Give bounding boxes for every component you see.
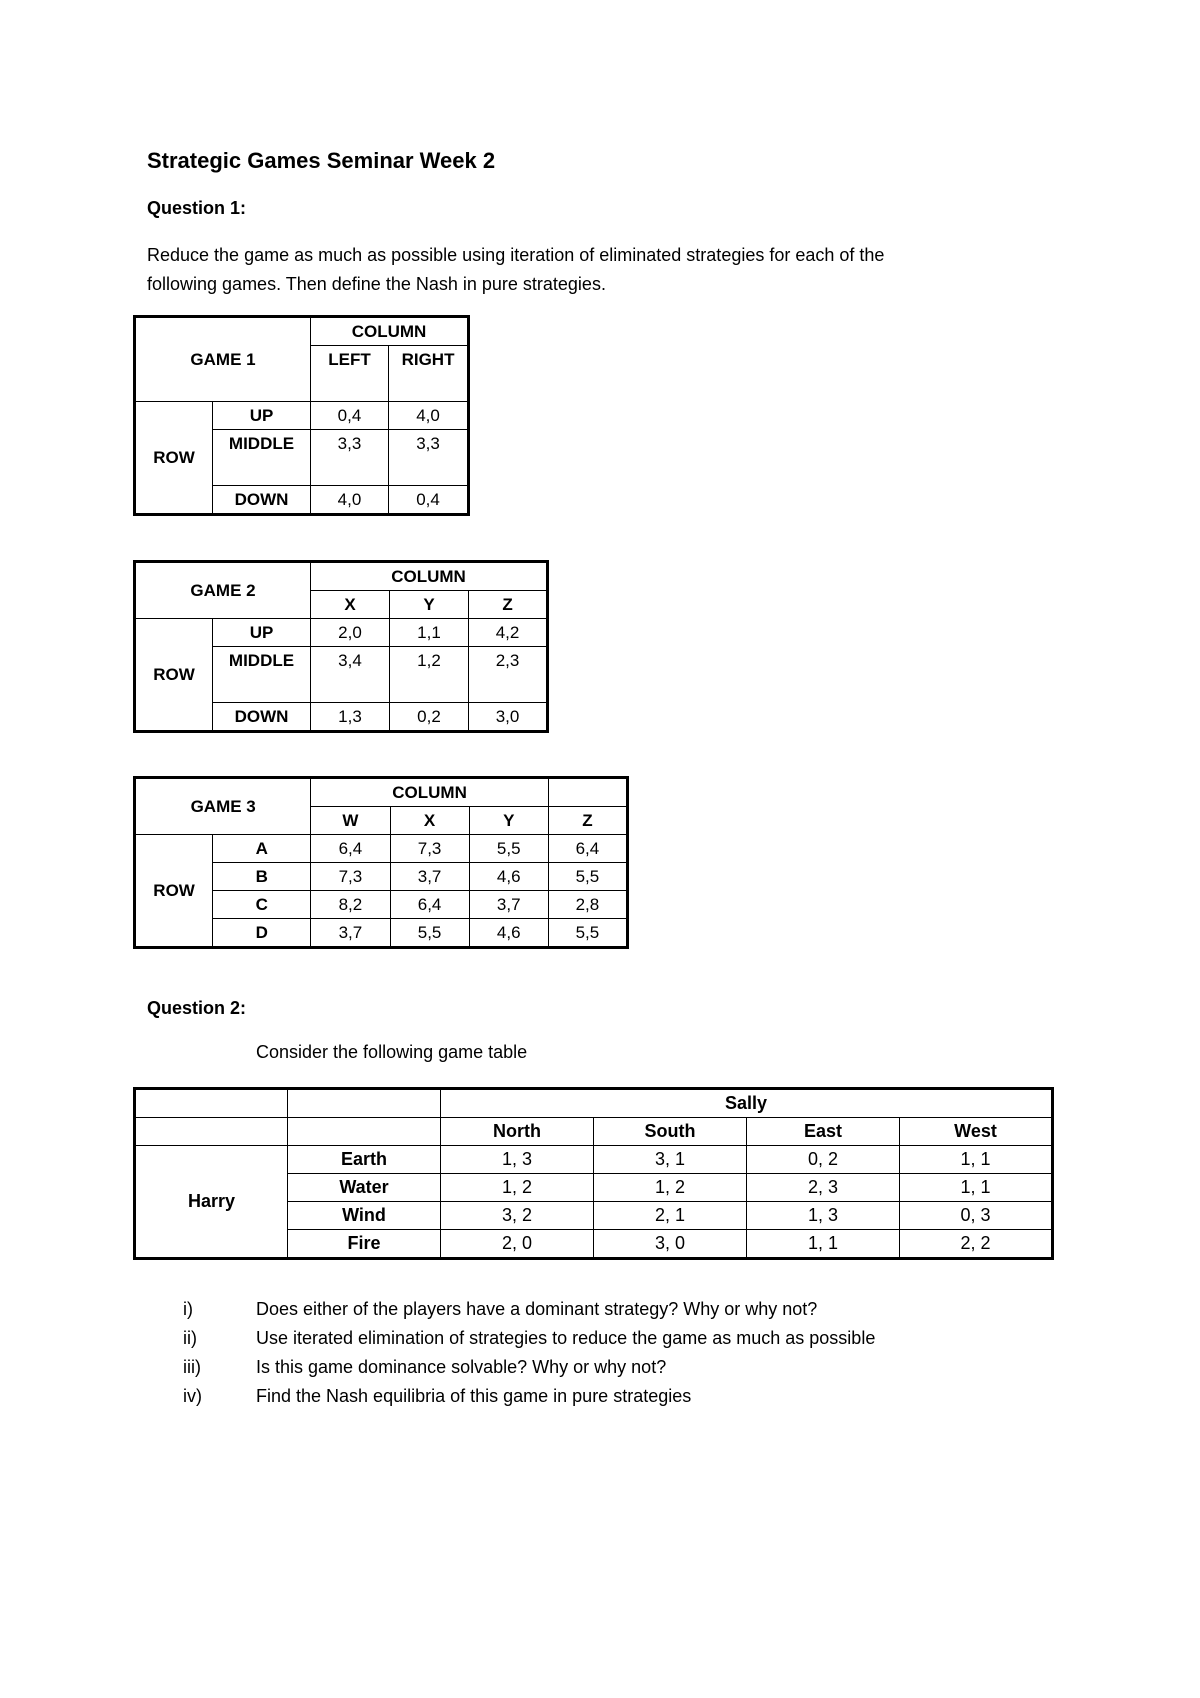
game-3-col-header: Z — [548, 807, 627, 835]
game-3-cell: 4,6 — [469, 919, 548, 948]
game-2-cell: 3,4 — [311, 647, 390, 703]
payoff-cell: 3, 0 — [594, 1230, 747, 1259]
game-3-row-header: A — [213, 835, 311, 863]
game-2-row-header: MIDDLE — [213, 647, 311, 703]
row-header: Wind — [288, 1202, 441, 1230]
game-2-cell: 3,0 — [469, 703, 548, 732]
game-3-cell: 5,5 — [390, 919, 469, 948]
list-item-text: Find the Nash equilibria of this game in pure strategies — [256, 1386, 692, 1406]
game-1-column-label: COLUMN — [311, 317, 469, 346]
payoff-cell: 2, 2 — [900, 1230, 1053, 1259]
game-3-col-header: Y — [469, 807, 548, 835]
question-1-text-line: Reduce the game as much as possible using iteration of eliminated strategies for each of the — [147, 245, 885, 265]
game-2-cell: 1,1 — [390, 619, 469, 647]
payoff-cell: 0, 3 — [900, 1202, 1053, 1230]
row-header: Water — [288, 1174, 441, 1202]
game-3-row-header: B — [213, 863, 311, 891]
empty-cell — [135, 1089, 288, 1118]
game-2-cell: 4,2 — [469, 619, 548, 647]
row-player-name: Harry — [135, 1146, 288, 1259]
list-item-number: i) — [183, 1299, 193, 1319]
question-1-text-line: following games. Then define the Nash in pure strategies. — [147, 274, 606, 294]
list-item-text: Does either of the players have a dominant strategy? Why or why not? — [256, 1299, 818, 1319]
game-2-cell: 2,0 — [311, 619, 390, 647]
question-2-intro: Consider the following game table — [256, 1042, 528, 1062]
payoff-cell: 1, 2 — [594, 1174, 747, 1202]
game-2-cell: 1,3 — [311, 703, 390, 732]
game-3-name: GAME 3 — [135, 778, 311, 835]
payoff-cell: 0, 2 — [747, 1146, 900, 1174]
game-3-empty-cell — [548, 778, 627, 807]
game-1-row-header: MIDDLE — [213, 430, 311, 486]
empty-cell — [135, 1118, 288, 1146]
row-header: Earth — [288, 1146, 441, 1174]
game-1-col-header: RIGHT — [389, 346, 469, 402]
empty-cell — [288, 1089, 441, 1118]
question-1-heading: Question 1: — [147, 198, 247, 218]
game-3-cell: 6,4 — [311, 835, 390, 863]
empty-cell — [288, 1118, 441, 1146]
payoff-cell: 1, 3 — [747, 1202, 900, 1230]
game-2-cell: 2,3 — [469, 647, 548, 703]
game-3-row-header: C — [213, 891, 311, 919]
payoff-cell: 1, 1 — [900, 1174, 1053, 1202]
game-2-row-header: UP — [213, 619, 311, 647]
payoff-cell: 2, 0 — [441, 1230, 594, 1259]
document-title: Strategic Games Seminar Week 2 — [147, 148, 496, 173]
game-3-col-header: W — [311, 807, 390, 835]
col-header: South — [594, 1118, 747, 1146]
game-1-col-header: LEFT — [311, 346, 389, 402]
game-3-cell: 4,6 — [469, 863, 548, 891]
game-3-cell: 3,7 — [469, 891, 548, 919]
game-1-cell: 0,4 — [311, 402, 389, 430]
game-3-row-header: D — [213, 919, 311, 948]
game-2-col-header: Y — [390, 591, 469, 619]
game-3-table — [133, 776, 629, 949]
game-2-row-label: ROW — [135, 619, 213, 732]
game-1-row-label: ROW — [135, 402, 213, 515]
game-1-cell: 3,3 — [389, 430, 469, 486]
game-3-column-label: COLUMN — [311, 778, 548, 807]
game-3-cell: 7,3 — [390, 835, 469, 863]
game-2-col-header: Z — [469, 591, 548, 619]
sally-harry-table — [133, 1087, 1054, 1260]
col-header: East — [747, 1118, 900, 1146]
game-2-row-header: DOWN — [213, 703, 311, 732]
game-2-col-header: X — [311, 591, 390, 619]
payoff-cell: 2, 1 — [594, 1202, 747, 1230]
list-item-text: Use iterated elimination of strategies to reduce the game as much as possible — [256, 1328, 876, 1348]
row-header: Fire — [288, 1230, 441, 1259]
payoff-cell: 1, 1 — [900, 1146, 1053, 1174]
game-1-cell: 3,3 — [311, 430, 389, 486]
game-1-cell: 4,0 — [311, 486, 389, 515]
game-1-cell: 0,4 — [389, 486, 469, 515]
question-1-text — [147, 241, 884, 299]
payoff-cell: 3, 2 — [441, 1202, 594, 1230]
payoff-cell: 1, 2 — [441, 1174, 594, 1202]
game-1-table — [133, 315, 470, 516]
game-3-cell: 5,5 — [469, 835, 548, 863]
payoff-cell: 3, 1 — [594, 1146, 747, 1174]
list-item-text: Is this game dominance solvable? Why or why not? — [256, 1357, 667, 1377]
game-3-cell: 7,3 — [311, 863, 390, 891]
payoff-cell: 2, 3 — [747, 1174, 900, 1202]
game-2-table — [133, 560, 549, 733]
col-header: North — [441, 1118, 594, 1146]
payoff-cell: 1, 1 — [747, 1230, 900, 1259]
game-3-cell: 3,7 — [311, 919, 390, 948]
game-3-cell: 5,5 — [548, 863, 627, 891]
question-2-heading: Question 2: — [147, 998, 247, 1018]
game-1-row-header: DOWN — [213, 486, 311, 515]
game-3-cell: 6,4 — [548, 835, 627, 863]
game-2-cell: 1,2 — [390, 647, 469, 703]
list-item-number: iv) — [183, 1386, 202, 1406]
game-3-cell: 3,7 — [390, 863, 469, 891]
game-3-cell: 2,8 — [548, 891, 627, 919]
game-3-cell: 5,5 — [548, 919, 627, 948]
game-3-cell: 6,4 — [390, 891, 469, 919]
list-item-number: iii) — [183, 1357, 201, 1377]
game-2-column-label: COLUMN — [311, 562, 548, 591]
list-item-number: ii) — [183, 1328, 197, 1348]
game-3-cell: 8,2 — [311, 891, 390, 919]
game-1-name: GAME 1 — [135, 317, 311, 402]
game-1-row-header: UP — [213, 402, 311, 430]
game-3-row-label: ROW — [135, 835, 213, 948]
col-header: West — [900, 1118, 1053, 1146]
game-2-name: GAME 2 — [135, 562, 311, 619]
game-1-cell: 4,0 — [389, 402, 469, 430]
payoff-cell: 1, 3 — [441, 1146, 594, 1174]
column-player-name: Sally — [441, 1089, 1053, 1118]
game-2-cell: 0,2 — [390, 703, 469, 732]
game-3-col-header: X — [390, 807, 469, 835]
